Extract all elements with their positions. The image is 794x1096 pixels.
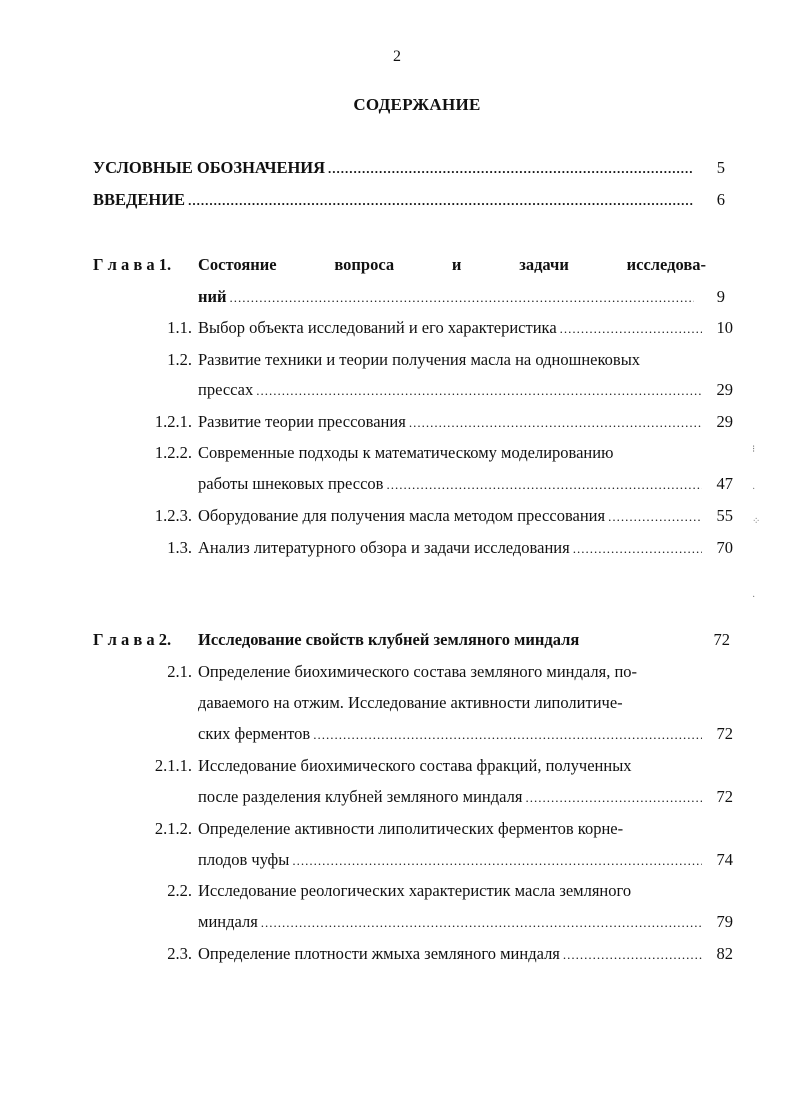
section-number: 1.2. bbox=[167, 350, 192, 369]
toc-entry-text: Оборудование для получения масла методом прессования bbox=[198, 506, 606, 525]
section-number: 2.2. bbox=[167, 881, 192, 900]
chapter-1-title-word: Состояние bbox=[198, 255, 277, 274]
dot-leader bbox=[256, 381, 702, 401]
scan-mark: ⁘ bbox=[752, 516, 761, 527]
toc-section-1-1 bbox=[198, 318, 733, 339]
toc-entry-page: 9 bbox=[716, 287, 725, 306]
toc-entry-text: Определение биохимического состава земляного миндаля, по- bbox=[198, 662, 638, 681]
toc-entry-text: после разделения клубней земляного миндаля bbox=[198, 787, 523, 806]
toc-section-2-1-2 bbox=[198, 850, 733, 871]
toc-entry-text: Исследование биохимического состава фракций, полученных bbox=[198, 756, 632, 775]
toc-section-1-2-1 bbox=[198, 412, 733, 433]
toc-section-1-2-3 bbox=[198, 506, 733, 527]
dot-leader bbox=[386, 475, 702, 495]
toc-entry-page: 5 bbox=[716, 158, 725, 177]
toc-entry-text: Развитие техники и теории получения масла на одношнековых bbox=[198, 350, 641, 369]
toc-entry-text: ний bbox=[198, 287, 227, 306]
scan-mark: ⁝ bbox=[752, 444, 756, 455]
chapter-2-label: Г л а в а 2. bbox=[93, 630, 172, 649]
section-number: 1.2.2. bbox=[154, 443, 192, 462]
chapter-1-title-line bbox=[198, 255, 706, 275]
toc-entry-text: Определение плотности жмыха земляного миндаля bbox=[198, 944, 560, 963]
toc-section-1-3 bbox=[198, 538, 733, 559]
scan-mark: · bbox=[752, 592, 756, 603]
section-number: 1.1. bbox=[167, 318, 192, 337]
dot-leader bbox=[188, 191, 694, 211]
toc-entry-text: даваемого на отжим. Исследование активности липолитиче- bbox=[198, 693, 623, 712]
toc-entry-text: Исследование реологических характеристик масла земляного bbox=[198, 881, 632, 900]
toc-section-2-3 bbox=[198, 944, 733, 965]
toc-section-2-1-1 bbox=[198, 787, 733, 808]
chapter-1-title-word: задачи bbox=[519, 255, 569, 274]
toc-entry-text: Современные подходы к математическому моделированию bbox=[198, 443, 614, 462]
toc-entry-introduction bbox=[93, 190, 725, 211]
toc-entry-page: 72 bbox=[716, 787, 733, 806]
chapter-1-title-word: вопроса bbox=[334, 255, 395, 274]
section-number: 2.1.1. bbox=[154, 756, 192, 775]
dot-leader bbox=[608, 507, 702, 527]
section-number: 2.1.2. bbox=[154, 819, 192, 838]
toc-entry-text: работы шнековых прессов bbox=[198, 474, 384, 493]
chapter-1-title-word: и bbox=[451, 255, 462, 274]
toc-entry-text: Анализ литературного обзора и задачи исследования bbox=[198, 538, 570, 557]
page-number: 2 bbox=[393, 48, 401, 65]
toc-entry-page: 10 bbox=[716, 318, 733, 337]
toc-entry-text: Развитие теории прессования bbox=[198, 412, 406, 431]
chapter-1-label: Г л а в а 1. bbox=[93, 255, 172, 274]
toc-entry-text: ских ферментов bbox=[198, 724, 311, 743]
scan-mark: · bbox=[752, 484, 756, 495]
section-number: 2.1. bbox=[167, 662, 192, 681]
dot-leader bbox=[409, 413, 702, 433]
toc-entry-text: ВВЕДЕНИЕ bbox=[93, 190, 186, 209]
dot-leader bbox=[573, 539, 702, 559]
toc-entry-page: 29 bbox=[716, 412, 733, 431]
toc-entry-page: 6 bbox=[716, 190, 725, 209]
toc-entry-page: 29 bbox=[716, 380, 733, 399]
section-number: 2.3. bbox=[167, 944, 192, 963]
toc-entry-abbreviations bbox=[93, 158, 725, 179]
toc-section-2-1 bbox=[198, 724, 733, 745]
toc-entry-text: прессах bbox=[198, 380, 254, 399]
dot-leader bbox=[328, 159, 694, 179]
chapter-1-title-end bbox=[198, 287, 725, 308]
toc-entry-text: УСЛОВНЫЕ ОБОЗНАЧЕНИЯ bbox=[93, 158, 326, 177]
toc-section-1-2-2 bbox=[198, 474, 733, 495]
section-number: 1.2.1. bbox=[154, 412, 192, 431]
toc-entry-page: 47 bbox=[716, 474, 733, 493]
dot-leader bbox=[230, 288, 694, 308]
toc-entry-text: плодов чуфы bbox=[198, 850, 290, 869]
page-title: СОДЕРЖАНИЕ bbox=[353, 95, 481, 114]
toc-entry-page: 74 bbox=[716, 850, 733, 869]
dot-leader bbox=[563, 945, 702, 965]
toc-entry-page: 79 bbox=[716, 912, 733, 931]
chapter-1-title-word: исследова- bbox=[626, 255, 706, 274]
toc-entry-text: миндаля bbox=[198, 912, 258, 931]
chapter-2-title: Исследование свойств клубней земляного миндаля bbox=[198, 630, 580, 649]
section-number: 1.3. bbox=[167, 538, 192, 557]
toc-entry-page: 70 bbox=[716, 538, 733, 557]
toc-section-2-2 bbox=[198, 912, 733, 933]
toc-entry-text: Определение активности липолитических ферментов корне- bbox=[198, 819, 624, 838]
dot-leader bbox=[525, 788, 702, 808]
chapter-2-page: 72 bbox=[713, 630, 730, 649]
toc-entry-page: 55 bbox=[716, 506, 733, 525]
toc-entry-text: Выбор объекта исследований и его характеристика bbox=[198, 318, 557, 337]
dot-leader bbox=[313, 725, 702, 745]
dot-leader bbox=[292, 851, 702, 871]
dot-leader bbox=[560, 319, 702, 339]
toc-section-1-2 bbox=[198, 380, 733, 401]
toc-entry-page: 82 bbox=[716, 944, 733, 963]
section-number: 1.2.3. bbox=[154, 506, 192, 525]
dot-leader bbox=[261, 913, 702, 933]
toc-entry-page: 72 bbox=[716, 724, 733, 743]
